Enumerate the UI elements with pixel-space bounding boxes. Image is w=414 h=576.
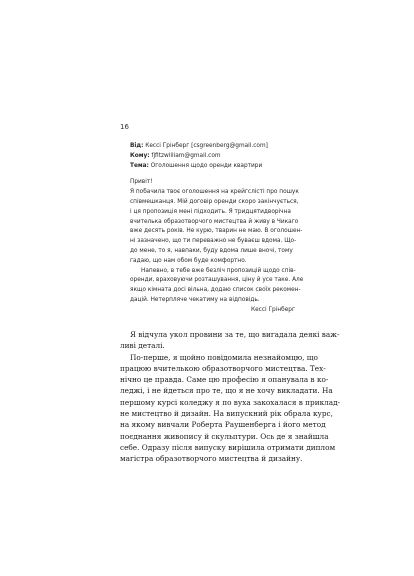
email-line: якщо кімната досі вільна, додаю список своїх рекомен-: [130, 287, 301, 294]
body-line: леджі, і не йдеться про те, що я не хочу викладати. На: [120, 386, 333, 396]
body-line: поєднання живопису й скульптури. Ось де я знайшла: [120, 431, 329, 441]
body-line: Я відчула укол провини за те, що вигадала деякі важ-: [130, 330, 340, 339]
email-subject: [130, 162, 295, 172]
email-line: і ця пропозиція мені підходить. Я тридцятидворічна: [130, 208, 291, 215]
email-from: [130, 142, 295, 152]
body-line: магістра образотворчого мистецтва й дизайну.: [120, 454, 303, 464]
subject-label: Тема:: [130, 162, 149, 169]
email-line: оренди, враховуючи розташування, ціну й усе таке. Але: [130, 277, 304, 284]
email-to: [130, 152, 295, 162]
body-line: себе. Одразу після випуску вирішила отримати диплом: [120, 442, 336, 452]
from-label: Від:: [130, 143, 144, 149]
to-label: Кому:: [130, 152, 150, 159]
email-line: Привіт!: [130, 179, 153, 186]
to-value: fjfitzwilliam@gmail.com: [151, 152, 221, 159]
email-line: до мене, то я, навпаки, буду вдома лише вночі, тому: [130, 247, 293, 254]
body-line: нічно це правда. Саме цю професію я опанувала в ко-: [120, 375, 329, 385]
page-number: 16: [120, 123, 129, 131]
email-line: гадаю, що нам обом буде комфортно.: [130, 257, 247, 264]
from-value: Кессі Грінберг [csgreenberg@gmail.com]: [145, 143, 268, 149]
body-line: не мистецтво й дизайн. На випускний рік обрала курс,: [120, 409, 333, 419]
email-signature: Кессі Грінберг: [251, 306, 295, 313]
email-line: вчителька образотворчого мистецтва й живу в Чикаго: [130, 218, 299, 225]
email-line: Напевно, в тебе вже безліч пропозицій щодо спів-: [141, 267, 296, 274]
email-block: [130, 142, 304, 316]
body-line: ливі деталі.: [120, 341, 165, 351]
email-line: ні зазначено, що ти переважно не буваєш вдома. Що-: [130, 238, 297, 245]
email-line: Я побачила твоє оголошення на крейгслісті про пошук: [130, 189, 299, 196]
email-line: співмешканця. Мій договір оренди скоро закінчується,: [130, 198, 299, 205]
body-line: По-перше, я щойно повідомила незнайомцю, що: [130, 352, 318, 362]
subject-value: Оголошення щодо оренди квартири: [150, 162, 263, 169]
body-line: першому курсі коледжу я по вуха закохалася в приклад-: [120, 397, 341, 407]
email-line: вже десять років. Не курю, тварин не маю. В оголошен-: [130, 228, 303, 235]
body-text: [120, 329, 341, 465]
body-line: на якому вивчали Роберта Раушенберга і його метод: [120, 420, 326, 430]
email-line: дацій. Нетерпляче чекатиму на відповідь.: [130, 296, 260, 303]
body-line: працюю вчителькою образотворчого мистецтва. Тех-: [120, 363, 326, 373]
